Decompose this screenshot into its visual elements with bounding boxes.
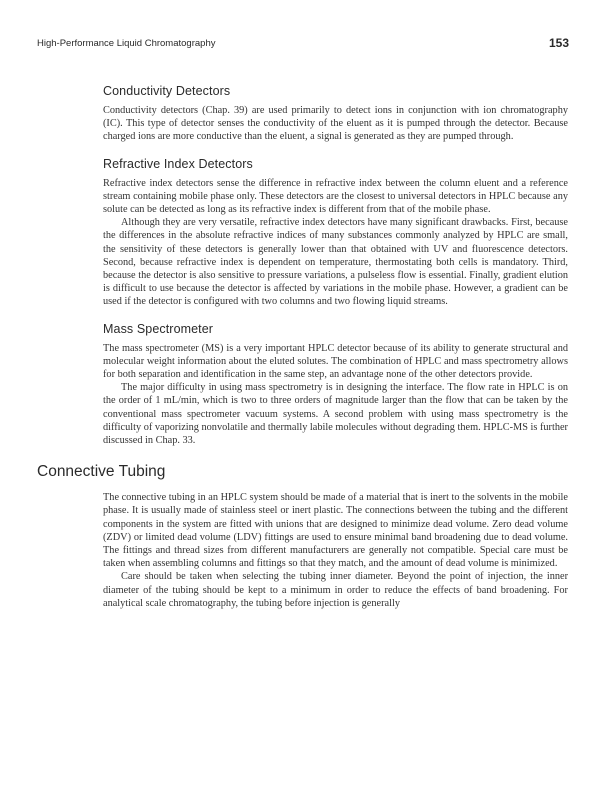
section-heading: Refractive Index Detectors — [103, 156, 253, 171]
running-head — [37, 36, 569, 52]
paragraph: The major difficulty in using mass spectrometry is in designing the interface. The flow rate in HPLC is on the order of 1 mL/min, which is two to three orders of magnitude larger than the flow that can be taken by the conventional mass spectrometer vacuum systems. A second problem with using mass spectrometry is the difficulty of vaporizing nonvolatile and thermally labile molecules without degrading them. HPLC-MS is further discussed in Chap. 33. — [103, 382, 568, 447]
paragraph: Although they are very versatile, refractive index detectors have many significant drawbacks. First, because the differences in the absolute refractive indices of many substances commonly analyzed by HPLC are small, the sensitivity of these detectors is generally lower than that obtained with UV and fluorescence detectors. Second, because refractive index is dependent on temperature, thermostating both cells is mandatory. Third, because the detector is also sensitive to pressure variations, a pulseless flow is essential. Finally, gradient elution is difficult to use because the detector is affected by variations in the mobile phase. However, a gradient can be used if the detector is configured with two columns and two flowing liquid streams. — [103, 217, 568, 308]
paragraph: Conductivity detectors (Chap. 39) are used primarily to detect ions in conjunction with ion chromatography (IC). This type of detector senses the conductivity of the eluent as it is pumped through the detector. Because charged ions are more conductive than the eluent, a signal is generated as they are pumped through. — [103, 105, 568, 143]
section-mass-spectrometer — [103, 322, 568, 448]
section-connective-tubing — [37, 463, 568, 610]
paragraph: The mass spectrometer (MS) is a very important HPLC detector because of its ability to generate structural and molecular weight information about the eluted solutes. The combination of HPLC and mass spectrometry allows for both separation and identification in the same step, an advantage none of the other detectors provide. — [103, 342, 568, 381]
section-heading: Mass Spectrometer — [103, 321, 214, 336]
section-conductivity-detectors — [103, 84, 568, 144]
paragraph: The connective tubing in an HPLC system should be made of a material that is inert to the solvents in the mobile phase. It is usually made of stainless steel or inert plastic. The connections between the tubing and the different components in the system are fitted with unions that are designed to minimize dead volume. Zero dead volume (ZDV) or limited dead volume (LDV) fittings are used to ensure minimal band broadening due to dead volume. The fittings and thread sizes from different manufacturers are generally not compatible. Special care must be taken when assembling columns and fittings so that they match, and the amount of dead volume is minimized. — [103, 492, 568, 570]
section-refractive-index-detectors — [103, 157, 568, 309]
major-section-heading: Connective Tubing — [37, 463, 166, 481]
paragraph: Care should be taken when selecting the tubing inner diameter. Beyond the point of injection, the inner diameter of the tubing should be kept to a minimum in order to reduce the effects of band broadening. For analytical scale chromatography, the tubing before injection is generally — [103, 571, 568, 609]
page-number: 153 — [548, 36, 569, 50]
running-head-title: High-Performance Liquid Chromatography — [37, 38, 216, 49]
paragraph: Refractive index detectors sense the difference in refractive index between the column eluent and a reference stream containing mobile phase only. These detectors are the closest to universal detectors in HPLC because any solute can be detected as long as its refractive index is different from that of the mobile phase. — [103, 177, 568, 216]
body-content — [37, 84, 568, 623]
section-heading: Conductivity Detectors — [103, 84, 231, 98]
